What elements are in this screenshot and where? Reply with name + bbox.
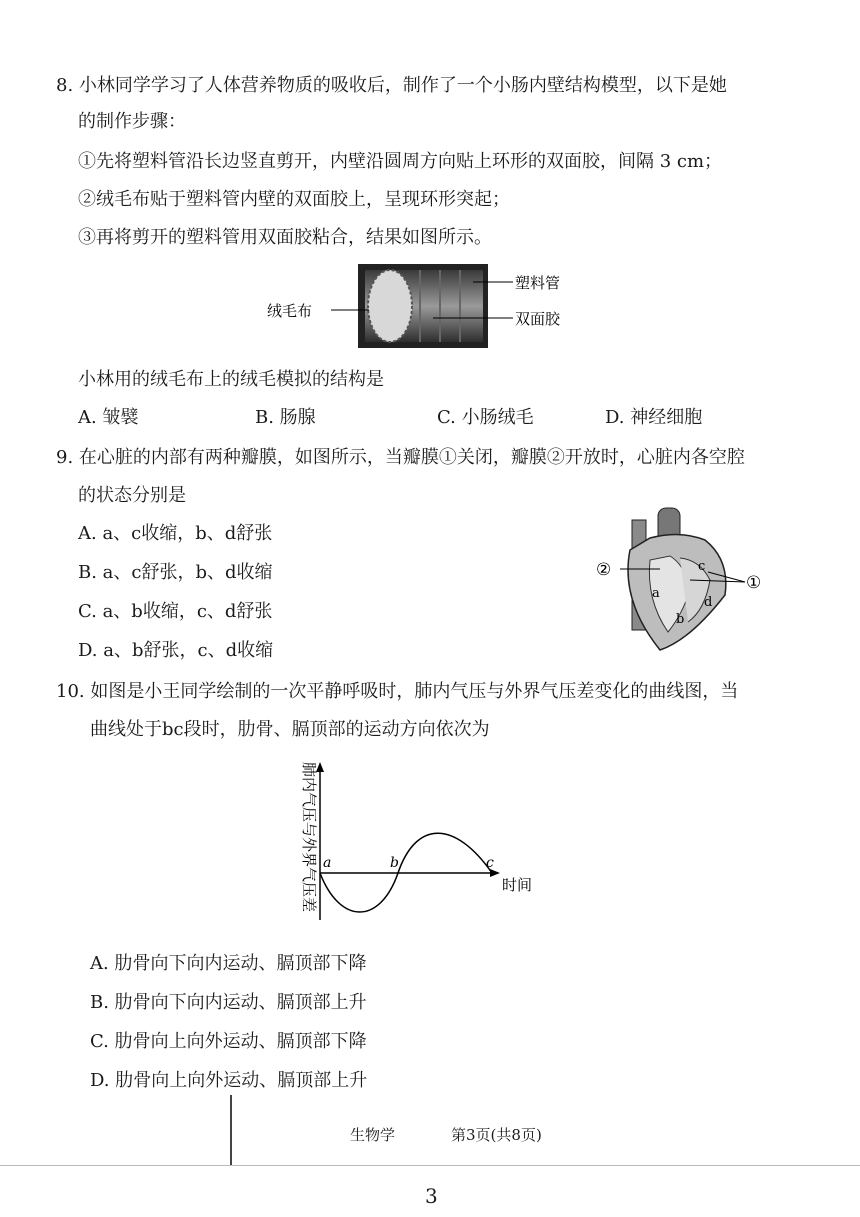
q10-option-c: C. 肋骨向上向外运动、膈顶部下降 — [90, 1031, 367, 1052]
q8-tube-model-figure — [265, 260, 595, 355]
footer-page-info: 第3页(共8页) — [451, 1126, 542, 1144]
point-a-label: a — [323, 855, 332, 871]
x-axis-label: 时间 — [502, 876, 533, 894]
fuzzy-cloth-end — [368, 270, 412, 342]
q9-heart-figure — [590, 500, 780, 660]
chamber-d-label: d — [704, 595, 713, 610]
q8-option-a: A. 皱襞 — [78, 407, 139, 428]
valve-2-label: ② — [596, 560, 612, 580]
q8-option-b: B. 肠腺 — [255, 407, 316, 428]
chamber-c-label: c — [698, 559, 706, 574]
label-tube: 塑料管 — [515, 274, 561, 292]
q9-option-d: D. a、b舒张，c、d收缩 — [78, 640, 274, 661]
q8-stem-line1: 8. 小林同学学习了人体营养物质的吸收后，制作了一个小肠内壁结构模型，以下是她 — [56, 75, 727, 96]
q9-option-c: C. a、b收缩，c、d舒张 — [78, 601, 273, 622]
q9-stem-line1: 9. 在心脏的内部有两种瓣膜，如图所示，当瓣膜①关闭，瓣膜②开放时，心脏内各空腔 — [56, 447, 745, 468]
valve-1-label: ① — [746, 573, 762, 593]
page-number: 3 — [425, 1184, 438, 1208]
q8-step2: ②绒毛布贴于塑料管内壁的双面胶上，呈现环形突起； — [78, 189, 510, 210]
footer-subject: 生物学 — [350, 1126, 396, 1144]
q9-option-a: A. a、c收缩，b、d舒张 — [78, 523, 273, 544]
q9-stem-line2: 的状态分别是 — [78, 485, 186, 506]
q10-option-d: D. 肋骨向上向外运动、膈顶部上升 — [90, 1070, 368, 1091]
q8-stem-line2: 的制作步骤： — [78, 111, 186, 132]
q10-stem-line1: 10. 如图是小王同学绘制的一次平静呼吸时，肺内气压与外界气压差变化的曲线图，当 — [56, 681, 739, 702]
label-tape: 双面胶 — [515, 310, 561, 328]
q8-step1: ①先将塑料管沿长边竖直剪开，内壁沿圆周方向贴上环形的双面胶，间隔 3 cm； — [78, 151, 723, 172]
q10-option-a: A. 肋骨向下向内运动、膈顶部下降 — [90, 953, 367, 974]
y-axis-label: 肺内气压与外界气压差 — [300, 762, 318, 913]
q9-option-b: B. a、c舒张，b、d收缩 — [78, 562, 273, 583]
point-b-label: b — [390, 855, 399, 871]
point-c-label: c — [486, 855, 494, 871]
q10-pressure-curve-chart — [270, 750, 550, 930]
q10-stem-line2: 曲线处于bc段时，肋骨、膈顶部的运动方向依次为 — [90, 719, 490, 740]
label-cloth: 绒毛布 — [267, 302, 313, 320]
footer-divider — [230, 1095, 232, 1165]
page-bottom-rule — [0, 1165, 860, 1166]
q8-step3: ③再将剪开的塑料管用双面胶粘合，结果如图所示。 — [78, 227, 492, 248]
chamber-a-label: a — [652, 586, 660, 601]
q8-question: 小林用的绒毛布上的绒毛模拟的结构是 — [78, 369, 384, 390]
q8-option-d: D. 神经细胞 — [605, 407, 703, 428]
q8-option-c: C. 小肠绒毛 — [437, 407, 534, 428]
chamber-b-label: b — [676, 612, 685, 627]
q10-option-b: B. 肋骨向下向内运动、膈顶部上升 — [90, 992, 367, 1013]
